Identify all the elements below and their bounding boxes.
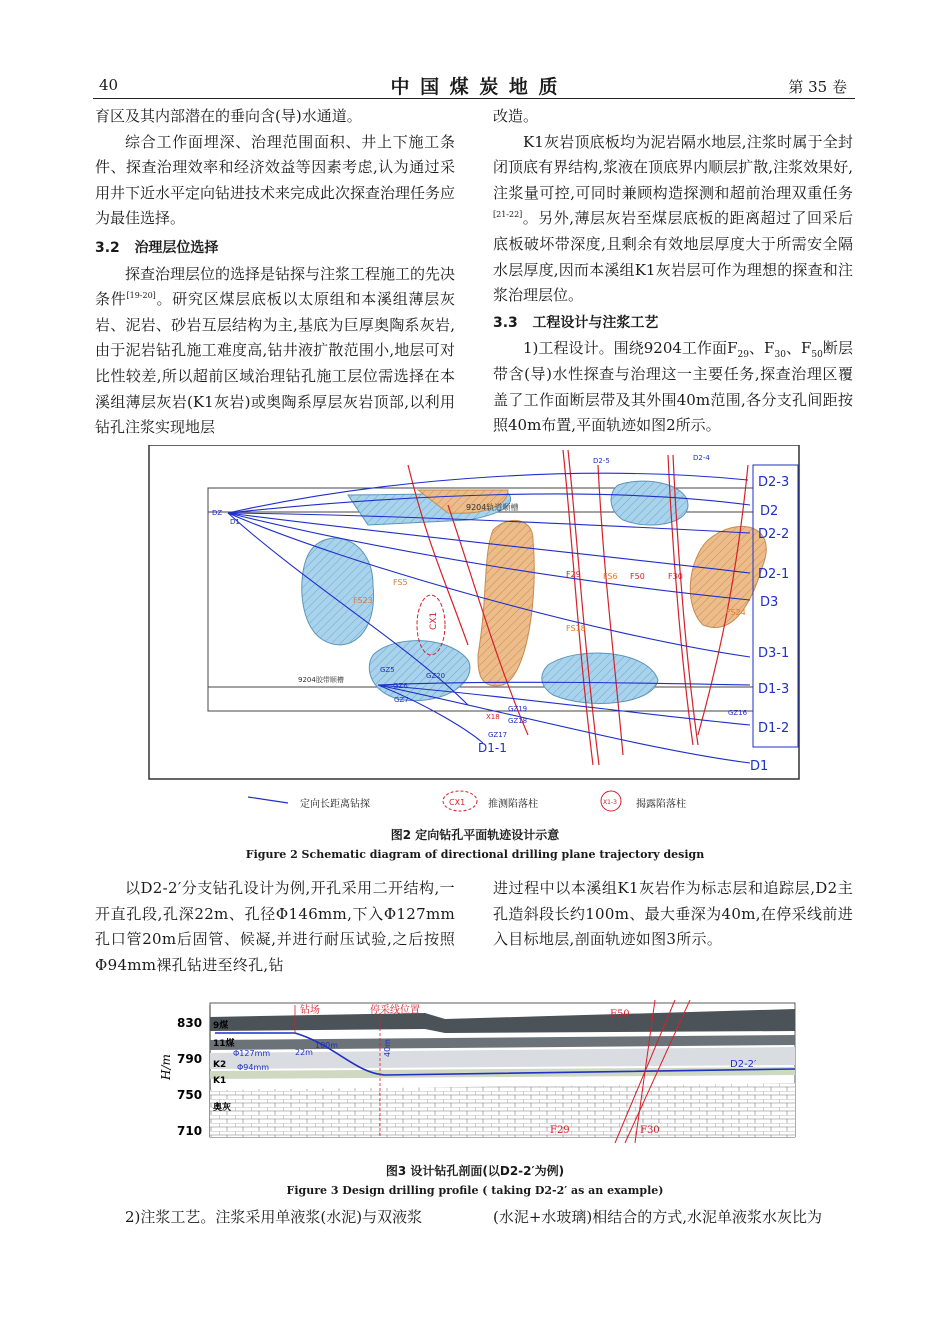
label-d2-1: D2-1 xyxy=(758,567,790,582)
left-column xyxy=(95,104,455,441)
left-paragraph-2: 综合工作面埋深、治理范围面积、井上下施工条件、探查治理效率和经济效益等因素考虑,认为通过采用井下近水平定向钻进技术来完成此次探查治理任务应为最佳选择。 xyxy=(95,132,456,228)
f30-label: F30 xyxy=(640,1125,660,1136)
layer-label: 9煤 xyxy=(213,1021,229,1031)
fault-label-f30: F30 xyxy=(668,572,683,581)
volume-label: 第 35 卷 xyxy=(788,78,847,96)
y-tick: 830 xyxy=(177,1016,203,1030)
gz-label: GZ16 xyxy=(728,709,748,717)
layer-label: K1 xyxy=(213,1076,227,1086)
journal-title: 中 国 煤 炭 地 质 xyxy=(390,76,560,98)
legend-x-text: X1-3 xyxy=(603,799,617,806)
fault-label-fs6: FS6 xyxy=(603,572,618,581)
stop-line-label: 停采线位置 xyxy=(370,1005,420,1016)
right-column xyxy=(493,104,853,439)
legend-x-label: 揭露陷落柱 xyxy=(636,799,686,810)
citation: [21-22] xyxy=(493,210,523,220)
gz-label: GZ7 xyxy=(394,696,409,704)
phi94-label: Φ94mm xyxy=(237,1063,270,1072)
y-tick: 710 xyxy=(177,1124,203,1138)
coal-seam-9 xyxy=(210,1009,795,1033)
gz-label: GZ5 xyxy=(380,666,395,674)
label-d2-5: D2-5 xyxy=(593,457,610,465)
gz-label: GZ18 xyxy=(508,717,528,725)
gz-label: GZ6 xyxy=(393,682,408,690)
d2-2-label: D2-2′ xyxy=(730,1059,757,1070)
y-tick: 750 xyxy=(177,1088,203,1102)
bottom-left-column xyxy=(95,1205,455,1231)
label-d1-start: D1 xyxy=(230,518,240,526)
label-d2-4: D2-4 xyxy=(693,454,710,462)
fault-label-f29: F29 xyxy=(566,570,581,579)
bottom-left-paragraph: 2)注浆工艺。注浆采用单液浆(水泥)与双液浆 xyxy=(125,1208,423,1226)
legend-cx-text: CX1 xyxy=(449,798,466,807)
phi127-label: Φ127mm xyxy=(233,1049,271,1058)
label-dz: DZ xyxy=(212,509,223,517)
left-paragraph-1: 育区及其内部潜在的垂向含(导)水通道。 xyxy=(95,107,362,125)
fault-label-fs23: FS23 xyxy=(353,596,373,605)
layer-label: 11煤 xyxy=(213,1039,235,1049)
layer-label: K2 xyxy=(213,1060,227,1070)
figure-3-caption-en: Figure 3 Design drilling profile ( taking D2-2′ as an example) xyxy=(286,1184,664,1197)
label-d1: D1 xyxy=(750,759,769,774)
bottom-right-column xyxy=(493,1205,853,1231)
figure-2-plan-map xyxy=(148,445,800,820)
fault-label-fs24: FS24 xyxy=(726,608,746,617)
figure-2-caption-cn: 图2 定向钻孔平面轨迹设计示意 xyxy=(390,828,560,842)
legend-trajectory-line xyxy=(248,797,288,803)
bottom-right-paragraph: (水泥+水玻璃)相结合的方式,水泥单液浆水灰比为 xyxy=(493,1208,823,1226)
gz-label: GZ17 xyxy=(488,731,508,739)
figure-3 xyxy=(155,995,805,1145)
figure-3-caption-cn: 图3 设计钻孔剖面(以D2-2′为例) xyxy=(385,1164,565,1178)
drill-site-label: 钻场 xyxy=(300,1005,320,1016)
f50-label: F50 xyxy=(610,1009,630,1020)
label-d2: D2 xyxy=(760,504,779,519)
right-paragraph-2: K1灰岩顶底板均为泥岩隔水地层,注浆时属于全封闭顶底有界结构,浆液在顶底界内顺层扩散,注浆效果好,注浆量可控,可同时兼顾构造探测和超前治理双重任务[21-22]。另外,薄层灰岩至煤层底板的距离超过了回采后底板破坏带深度,且剩余有效地层厚度大于所需安全隔水层厚度,因而本溪组K1灰岩层可作为理想的探查和注浆治理层位。 xyxy=(493,132,853,305)
mid-right-paragraph: 进过程中以本溪组K1灰岩作为标志层和追踪层,D2主孔造斜段长约100m、最大垂深为40m,在停采线前进入目标地层,剖面轨迹如图3所示。 xyxy=(493,879,853,949)
section-3-3-heading: 3.3 工程设计与注浆工艺 xyxy=(493,314,659,331)
figure-2-caption-en: Figure 2 Schematic diagram of directional drilling plane trajectory design xyxy=(245,848,705,861)
cx1-label: CX1 xyxy=(429,611,439,630)
label-d2-3: D2-3 xyxy=(758,475,790,490)
mid-right-column xyxy=(493,876,853,953)
label-d1-1: D1-1 xyxy=(478,741,507,755)
40m-label: 40m xyxy=(383,1039,392,1057)
22m-label: 22m xyxy=(295,1048,313,1057)
y-axis-label: H/m xyxy=(159,1054,173,1080)
mid-left-column xyxy=(95,876,455,978)
page-number: 40 xyxy=(99,76,119,94)
y-tick: 790 xyxy=(177,1052,203,1066)
x18-label: X18 xyxy=(486,713,500,721)
label-rail-gateway: 9204轨道顺槽 xyxy=(466,503,519,512)
label-d1-2: D1-2 xyxy=(758,721,790,736)
label-d1-3: D1-3 xyxy=(758,682,790,697)
figure-3-profile xyxy=(155,995,805,1145)
section-3-2-heading: 3.2 治理层位选择 xyxy=(95,239,219,256)
fault-label-f50: F50 xyxy=(630,572,645,581)
legend-cx-label: 推测陷落柱 xyxy=(488,799,538,810)
left-paragraph-3: 探查治理层位的选择是钻探与注浆工程施工的先决条件[19-20]。研究区煤层底板以太原组和本溪组薄层灰岩、泥岩、砂岩互层结构为主,基底为巨厚奥陶系灰岩,由于泥岩钻孔施工难度高,钻井液扩散范围小,地层可对比性较差,所以超前区域治理钻孔施工层位需选择在本溪组薄层灰岩(K1灰岩)或奥陶系厚层灰岩顶部,以利用钻孔注浆实现地层 xyxy=(95,264,456,437)
f29-label: F29 xyxy=(550,1125,570,1136)
y-ticks xyxy=(177,1016,202,1138)
gz-label: GZ19 xyxy=(508,705,528,713)
label-belt-gateway: 9204胶带顺槽 xyxy=(298,676,344,684)
label-d3: D3 xyxy=(760,595,779,610)
ordovician-limestone xyxy=(210,1083,795,1137)
100m-label: 100m xyxy=(315,1041,339,1050)
label-d3-1: D3-1 xyxy=(758,646,790,661)
fault-label-fs5: FS5 xyxy=(393,578,408,587)
figure-2 xyxy=(148,445,800,820)
gz-label: GZ20 xyxy=(426,672,446,680)
fault-label-fs18: FS18 xyxy=(566,624,586,633)
right-paragraph-1: 改造。 xyxy=(493,107,539,125)
layer-label: 奥灰 xyxy=(213,1103,232,1113)
right-paragraph-3: 1)工程设计。围绕9204工作面$F_{29}$、$F_{30}$、$F_{50}$断层带含(导)水性探查与治理这一主要任务,探查治理区覆盖了工作面断层带及其外围40m范围,各分支孔间距按照40m布置,平面轨迹如图2所示。 xyxy=(493,339,853,435)
citation: [19-20] xyxy=(126,291,156,301)
label-d2-2: D2-2 xyxy=(758,527,790,542)
mid-left-paragraph: 以D2-2′分支钻孔设计为例,开孔采用二开结构,一开直孔段,孔深22m、孔径Φ146mm,下入Φ127mm孔口管20m后固管、候凝,并进行耐压试验,之后按照Φ94mm裸孔钻进至终孔,钻 xyxy=(95,879,455,974)
legend-drill-label: 定向长距离钻探 xyxy=(300,799,370,810)
header-rule xyxy=(93,98,855,99)
